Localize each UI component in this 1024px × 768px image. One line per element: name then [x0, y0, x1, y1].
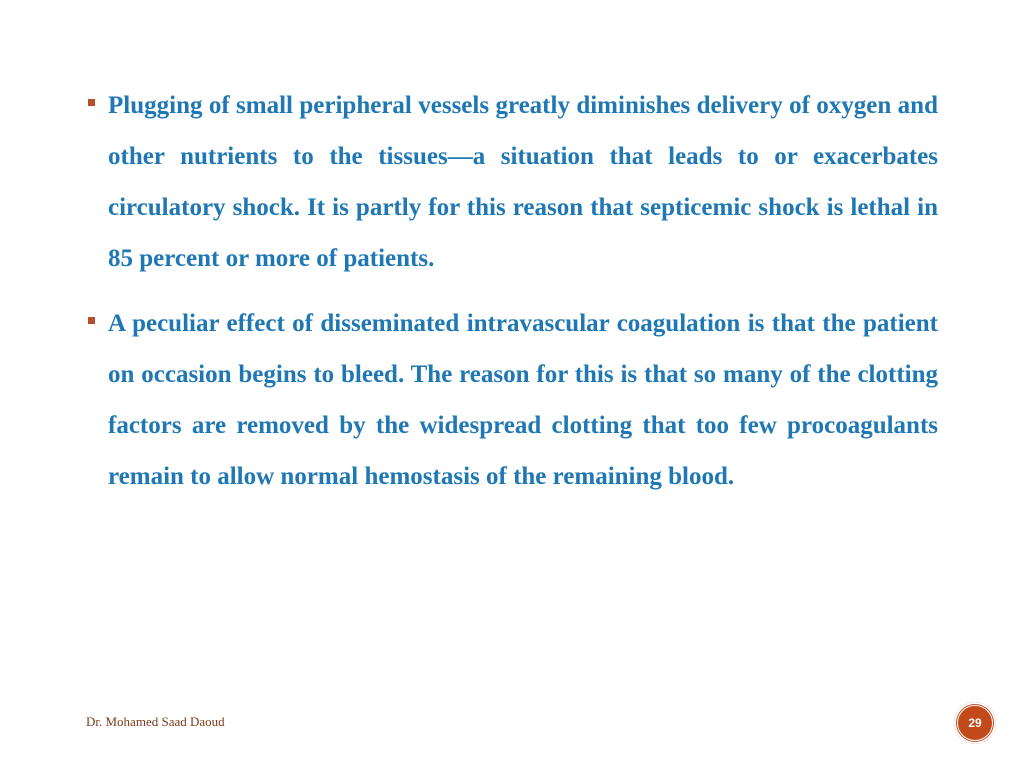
square-bullet-icon: [88, 317, 95, 324]
footer-author: Dr. Mohamed Saad Daoud: [86, 714, 225, 729]
bullet-text: Plugging of small peripheral vessels greatly diminishes delivery of oxygen and other nutrients to the tissues—a situation that leads to or exacerbates circulatory shock. It is partly for this reason that septicemic shock is lethal in 85 percent or more of patients.: [108, 92, 938, 272]
bullet-text: A peculiar effect of disseminated intravascular coagulation is that the patient on occasion begins to bleed. The reason for this is that so many of the clotting factors are removed by the widespread clotting that too few procoagulants remain to allow normal hemostasis of the remaining blood.: [108, 310, 938, 490]
bullet-item-2: [88, 298, 938, 502]
square-bullet-icon: [88, 99, 95, 106]
bullet-item-1: [88, 80, 938, 284]
bullet-list: [88, 80, 938, 516]
page-number: 29: [968, 716, 982, 730]
page-number-badge: [954, 702, 996, 744]
